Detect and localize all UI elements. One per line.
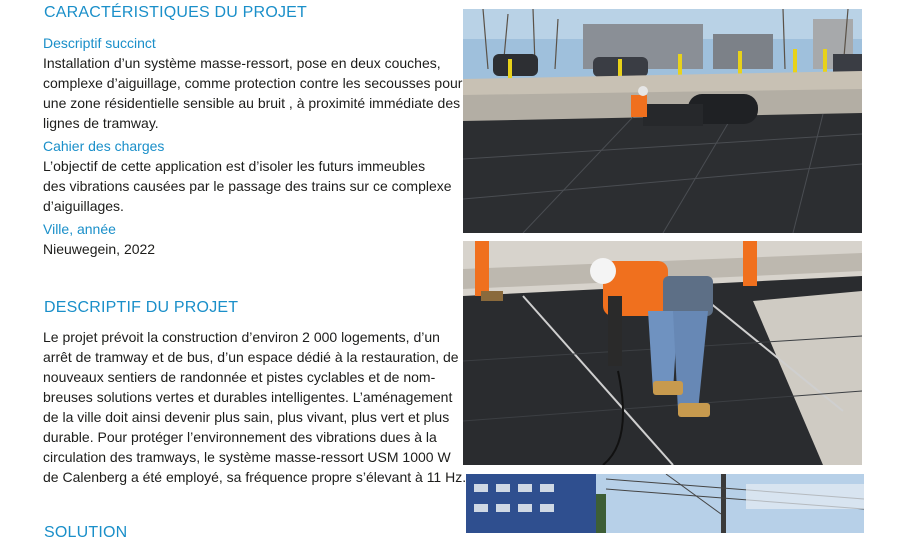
city-year-text: Nieuwegein, 2022 — [43, 241, 156, 257]
photo-worker-inspection — [463, 241, 862, 465]
text-line: des vibrations causées par le passage des trains sur ce complexe — [43, 178, 452, 194]
characteristics-heading: CARACTÉRISTIQUES DU PROJET — [44, 4, 308, 21]
project-description-heading: DESCRIPTIF DU PROJET — [44, 299, 239, 316]
brief-description-text — [43, 53, 462, 133]
solution-heading: SOLUTION — [44, 524, 128, 541]
brief-description-label: Descriptif succinct — [43, 35, 156, 51]
text-line: nouveaux sentiers de randonnée et pistes cyclables et de nom- — [43, 369, 436, 385]
text-line: breuses solutions vertes et durables intelligentes. L’aménagement — [43, 389, 453, 405]
project-description-text — [43, 327, 466, 487]
text-line: complexe d’aiguillage, comme protection contre les secousses pour — [43, 75, 463, 91]
photo-tram-site — [466, 474, 864, 533]
text-line: Installation d’un système masse-ressort, pose en deux couches, — [43, 55, 441, 71]
city-year-label: Ville, année — [43, 221, 116, 237]
text-line: de Calenberg a été employé, sa fréquence propre s’élevant à 11 Hz. — [43, 469, 467, 485]
text-line: Le projet prévoit la construction d’environ 2 000 logements, d’un — [43, 329, 440, 345]
text-line: une zone résidentielle sensible au bruit , à proximité immédiate des — [43, 95, 461, 111]
text-line: circulation des tramways, le système masse-ressort USM 1000 W — [43, 449, 451, 465]
text-line: L’objectif de cette application est d’isoler les futurs immeubles — [43, 158, 426, 174]
text-line: lignes de tramway. — [43, 115, 159, 131]
text-line: d’aiguillages. — [43, 198, 124, 214]
text-line: de la ville doit ainsi devenir plus sain, plus vivant, plus vert et plus — [43, 409, 450, 425]
specifications-label: Cahier des charges — [43, 138, 165, 154]
text-line: arrêt de tramway et de bus, d’un espace dédié à la restauration, de — [43, 349, 459, 365]
photo-mat-installation — [463, 9, 862, 233]
specifications-text — [43, 156, 452, 216]
text-line: durable. Pour protéger l’environnement des vibrations dues à la — [43, 429, 437, 445]
